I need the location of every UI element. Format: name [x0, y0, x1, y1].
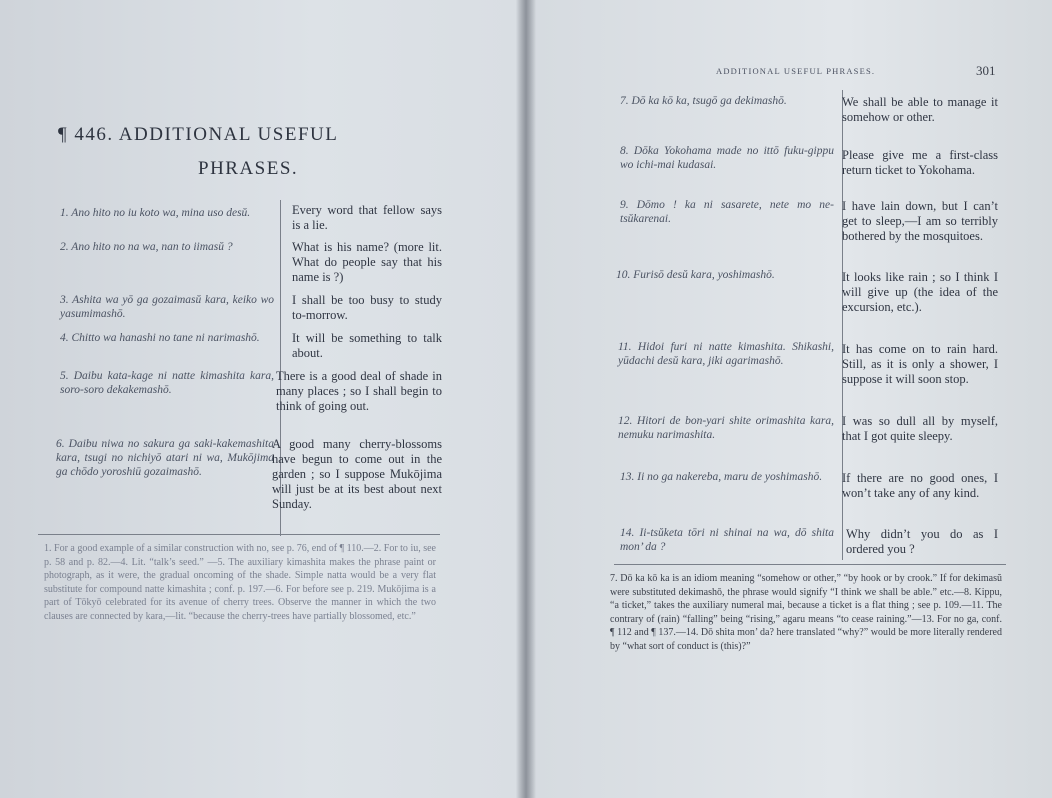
phrase-english-14: Why didn’t you do as I ordered you ?	[846, 527, 998, 556]
phrase-japanese-12: 12. Hitori de bon-yari shite orimashita kara, nemuku narimashita.	[618, 415, 834, 441]
phrase-japanese-13: 13. Ii no ga nakereba, maru de yoshimashō.	[620, 471, 823, 483]
section-title-continued: PHRASES.	[198, 158, 299, 179]
phrase-japanese-14: 14. Ii-tsŭketa tōri ni shinai na wa, dō shita mon’ da ?	[620, 527, 834, 553]
footnote-rule	[614, 564, 1006, 565]
phrase-japanese-10: 10. Furisō desŭ kara, yoshimashō.	[616, 269, 775, 281]
phrase-japanese-9: 9. Dōmo ! ka ni sasarete, nete mo ne-tsŭkarenai.	[620, 199, 834, 225]
phrase-english-9: I have lain down, but I can’t get to sleep,—I am so terribly bothered by the mosquitoes.	[842, 199, 998, 243]
phrase-japanese-5: 5. Daibu kata-kage ni natte kimashita kara, soro-soro dekakemashō.	[60, 370, 274, 396]
phrase-english-13: If there are no good ones, I won’t take any of any kind.	[842, 471, 998, 500]
phrase-japanese-8: 8. Dōka Yokohama made no ittō fuku-gippu wo ichi-mai kudasai.	[620, 145, 834, 171]
page-number: 301	[976, 63, 996, 78]
phrase-english-10: It looks like rain ; so I think I will give up (the idea of the excursion, etc.).	[842, 270, 998, 314]
phrase-japanese-6: 6. Daibu niwa no sakura ga saki-kakemashita kara, tsugi no nichiyō atari ni wa, Mukōjima ga chōdo yoroshiū gozaimashō.	[56, 438, 274, 478]
phrase-japanese-3: 3. Ashita wa yō ga gozaimasŭ kara, keiko wo yasumimashō.	[60, 294, 274, 320]
running-head: ADDITIONAL USEFUL PHRASES.	[716, 66, 876, 76]
phrase-english-2: What is his name? (more lit. What do people say that his name is ?)	[292, 240, 442, 284]
phrase-japanese-7: 7. Dō ka kō ka, tsugō ga dekimashō.	[620, 95, 787, 107]
phrase-english-4: It will be something to talk about.	[292, 331, 442, 360]
phrase-english-1: Every word that fellow says is a lie.	[292, 203, 442, 232]
phrase-japanese-11: 11. Hidoi furi ni natte kimashita. Shikashi, yūdachi desŭ kara, jiki agarimashō.	[618, 341, 834, 367]
phrase-japanese-4: 4. Chitto wa hanashi no tane ni narimashō.	[60, 332, 260, 344]
left-page	[0, 0, 520, 798]
footnotes: 1. For a good example of a similar construction with no, see p. 76, end of ¶ 110.—2. For to iu, see p. 58 and p. 82.—4. Lit. “talk’s seed.” —5. The auxiliary kimashita makes the phrase paint or photograph, as it were, the gradual oncoming of the shade. Simple natta would be a very flat substitute for compound natte kimashita ; conf. p. 197.—6. For before see p. 219. Mukōjima is a part of Tōkyō celebrated for its avenue of cherry trees. Observe the manner in which the two clauses are connected by kara,—lit. “because the cherry-trees have partially blossomed, etc.”	[44, 543, 436, 622]
right-page	[536, 0, 1052, 798]
phrase-english-11: It has come on to rain hard. Still, as it is only a shower, I suppose it will soon stop.	[842, 342, 998, 386]
footnotes: 7. Dō ka kō ka is an idiom meaning “somehow or other,” “by hook or by crook.” If for dekimasŭ were substituted dekimashō, the phrase would signify “I think we shall be able.” etc.—8. Kippu, “a ticket,” takes the auxiliary numeral mai, because a ticket is a flat thing ; see p. 109.—11. The contrary of (rain) “falling” being “rising,” agaru means “to cease raining.”—13. For no ga, conf. ¶ 112 and ¶ 137.—14. Dō shita mon’ da? here translated “why?” would be more literally rendered by “what sort of conduct is (this)?”	[610, 573, 1002, 652]
phrase-english-7: We shall be able to manage it somehow or other.	[842, 95, 998, 124]
footnote-rule	[38, 534, 440, 535]
section-title: ¶ 446. ADDITIONAL USEFUL	[58, 124, 339, 145]
phrase-japanese-1: 1. Ano hito no iu koto wa, mina uso desŭ.	[60, 207, 251, 219]
phrase-japanese-2: 2. Ano hito no na wa, nan to iimasŭ ?	[60, 241, 233, 253]
phrase-english-8: Please give me a first-class return ticket to Yokohama.	[842, 148, 998, 177]
phrase-english-12: I was so dull all by myself, that I got quite sleepy.	[842, 414, 998, 443]
phrase-english-5: There is a good deal of shade in many places ; so I shall begin to think of going out.	[276, 369, 442, 413]
phrase-english-3: I shall be too busy to study to-morrow.	[292, 293, 442, 322]
phrase-english-6: A good many cherry-blossoms have begun to come out in the garden ; so I suppose Mukōjima will just be at its best about next Sunday.	[272, 437, 442, 511]
